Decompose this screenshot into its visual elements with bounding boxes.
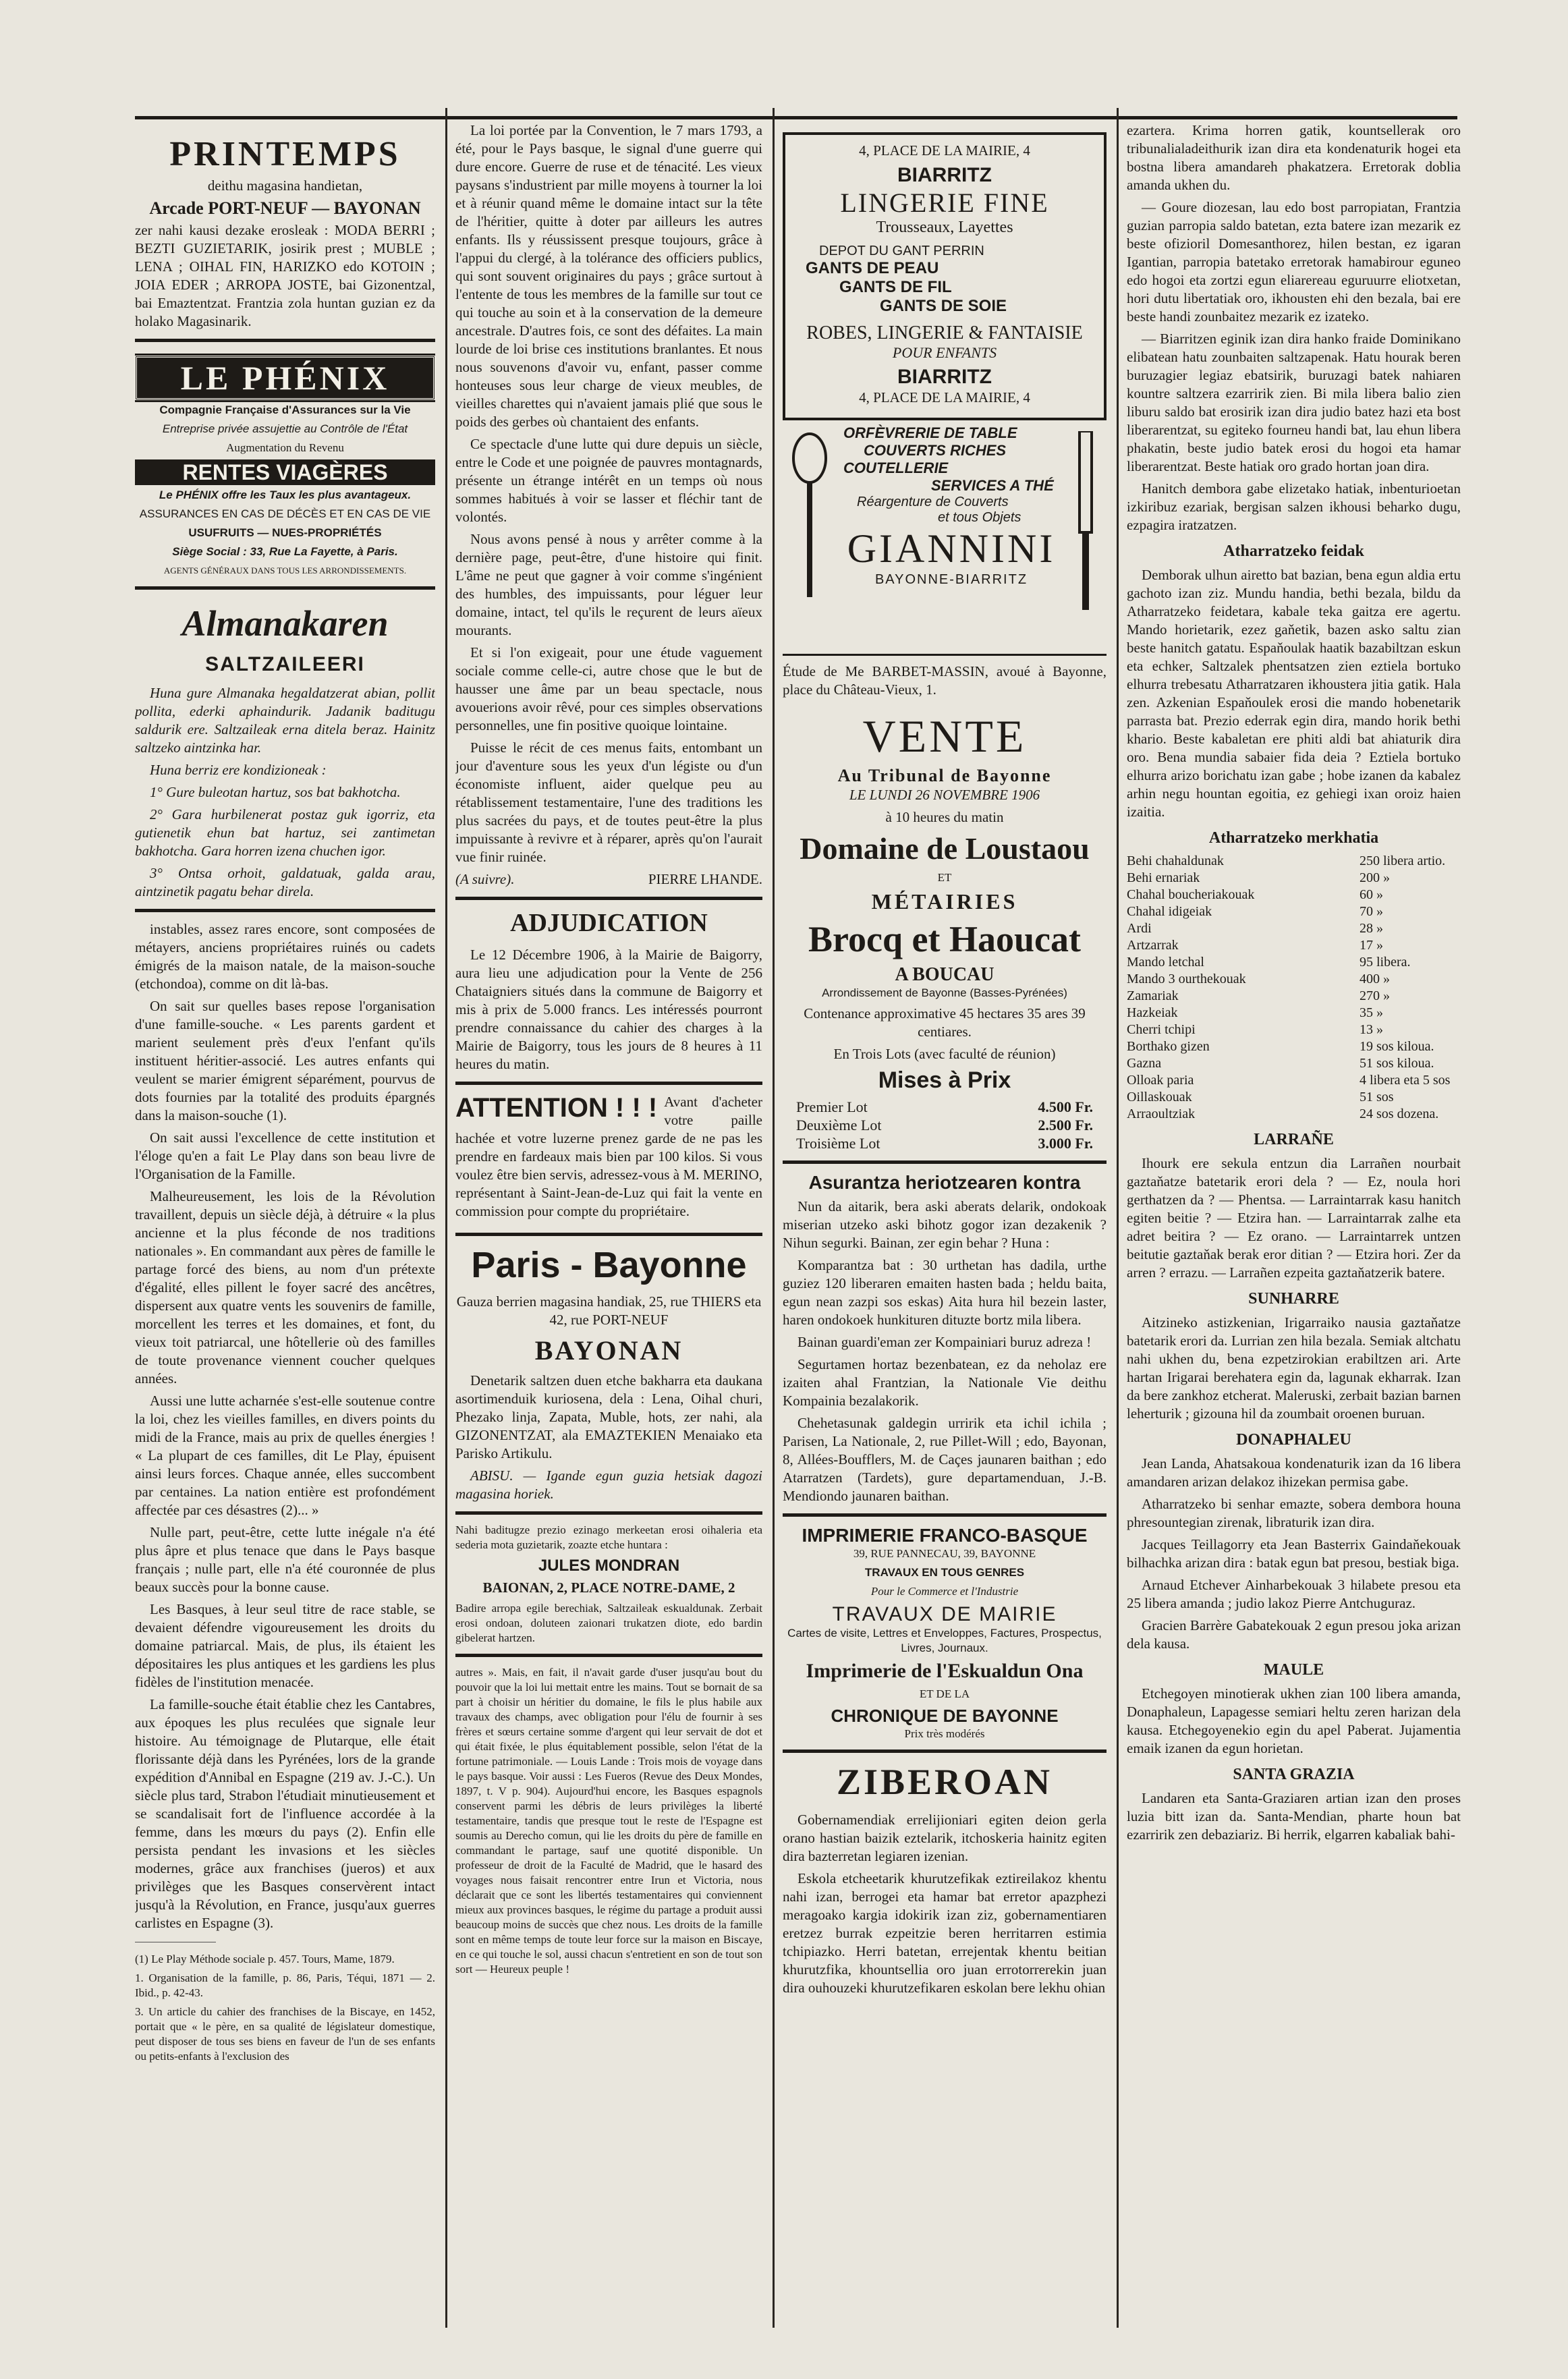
phenix-line: Le PHÉNIX offre les Taux les plus avantageux. — [159, 488, 412, 501]
market-item: Hazkeiak — [1127, 1005, 1178, 1020]
market-price: 95 libera. — [1360, 955, 1411, 970]
imprimerie-line: ET DE LA — [919, 1687, 970, 1700]
newspaper-page — [118, 108, 1464, 2334]
market-row — [1127, 971, 1461, 988]
article-paragraph: La loi portée par la Convention, le 7 mars 1793, a été, pour le Pays basque, le signal d'une guerre qui dure encore. Guerre de ruse et de ténacité. Les vieux paysans s'industrient par mille moyens à tourner la loi et à réunir quand même le domaine intact sur la tête de l'héritier, quitte à doter par ailleurs les autres enfants. Ils y réussissent presque toujours, grâce à l'appui du clergé, à la tolérance des officiers publics, qui sont souvent originaires du pays ; grâce surtout à l'entente de tous les membres de la famille sur tout ce qui touche au soin et à la conservation de la demeure ancestrale. D'autres fois, ce sont des défaites. La main lourde de loi brise ces institutions branlantes. Et nous nous souvenons d'avoir vu, enfant, passer comme honteuses sous leur charge de vieux meubles, de vieilles charettes qui n'avaient jamais plié que sous le poids des gerbes où chantaient des enfants. — [455, 122, 762, 430]
divider — [135, 909, 435, 912]
vente-heure: à 10 heures du matin — [885, 809, 1004, 825]
phenix-line: Compagnie Française d'Assurances sur la Vie — [159, 403, 411, 416]
asurantza-paragraph: Bainan guardi'eman zer Kompainiari buruz adreza ! — [797, 1334, 1092, 1350]
imprimerie-line: 39, RUE PANNECAU, 39, BAYONNE — [853, 1547, 1036, 1560]
knife-icon — [1073, 431, 1100, 613]
suivre: (A suivre). — [455, 871, 515, 887]
ad-line: COUTELLERIE — [843, 459, 949, 476]
market-price-list — [1127, 853, 1461, 1123]
market-item: Chahal idigeiak — [1127, 904, 1212, 919]
paris-bayonne-title: Paris - Bayonne — [471, 1245, 747, 1285]
market-price: 60 » — [1360, 887, 1383, 902]
column-3 — [783, 128, 1107, 2334]
market-price: 13 » — [1360, 1022, 1383, 1037]
market-price: 270 » — [1360, 988, 1390, 1003]
ad-line: ROBES, LINGERIE & FANTAISIE — [806, 323, 1083, 343]
market-price: 250 libera artio. — [1360, 853, 1446, 868]
imprimerie-title: IMPRIMERIE FRANCO-BASQUE — [802, 1525, 1088, 1546]
printemps-title: PRINTEMPS — [169, 135, 401, 173]
imprimerie-line: Prix très modérés — [904, 1727, 985, 1740]
column-divider — [445, 108, 447, 2328]
ad-line: COUVERTS RICHES — [864, 442, 1007, 459]
section-heading: SANTA GRAZIA — [1233, 1766, 1355, 1783]
market-item: Borthako gizen — [1127, 1039, 1210, 1054]
section-heading: MAULE — [1263, 1661, 1324, 1679]
mises-a-prix: Mises à Prix — [878, 1067, 1011, 1093]
lot-label: Troisième Lot — [796, 1135, 880, 1152]
alm-paragraph: Huna berriz ere kondizioneak : — [150, 762, 327, 778]
ad-line: SERVICES A THÉ — [931, 477, 1054, 494]
market-price: 70 » — [1360, 904, 1383, 919]
printemps-subtitle: deithu magasina handietan, — [207, 177, 363, 194]
lot-label: Premier Lot — [796, 1098, 868, 1115]
column-divider — [773, 108, 775, 2328]
article-paragraph: Malheureusement, les lois de la Révolution travaillent, depuis un siècle déjà, à détruire « la plus ancienne et la plus féconde de nos traditions nationales ». En commandant aux pères de famille le partage forcé des biens, au nom d'un prétexte d'égalité, elles pillent le foyer sacré des ancêtres, dispersent aux quatre vents les souvenirs de famille, morcellent les terres et les domaines, et font, du vieux toit patriarcal, une hôtellerie où des familles de toute provenance viennent coucher quelques années. — [135, 1188, 435, 1387]
article-paragraph: Atharratzeko bi senhar emazte, sobera dembora houna phresountegian zirenak, libraturik izan dira. — [1127, 1496, 1461, 1530]
printemps-address: Arcade PORT-NEUF — BAYONAN — [149, 198, 421, 218]
market-row — [1127, 903, 1461, 920]
column-1 — [135, 121, 435, 2334]
adjudication-text: Le 12 Décembre 1906, à la Mairie de Baigorry, aura lieu une adjudication pour la Vente de 256 Chataigniers situés dans la commune de Baigorry et mis à prix de 5.000 francs. Les intéressés pourront prendre connaissance du cahier des charges à la Mairie de Baigorry, tous les jours de 8 heures à 11 heures du matin. — [455, 947, 762, 1072]
boucau: A BOUCAU — [895, 964, 995, 985]
market-row — [1127, 1021, 1461, 1038]
alm-paragraph: 2° Gara hurbilenerat postaz guk igorriz, eta gutienetik ehun bat hartuz, sei zantimetan bakhotcha. Gara horren izena chuchen igor. — [135, 806, 435, 859]
ad-line: GANTS DE FIL — [839, 278, 952, 296]
asurantza-paragraph: Komparantza bat : 30 urthetan has dadila, urthe guziez 120 liberaren emaiten hasten bada ; heldu baita, egun nean zazpi sos eskas) Aita hura hil bezein laster, haren ondokoek hunkituren dituzte bortz mila libera. — [783, 1257, 1107, 1328]
divider — [783, 1513, 1107, 1517]
ad-line: BAYONNE-BIARRITZ — [874, 572, 1028, 587]
section-heading: LARRAÑE — [1254, 1131, 1334, 1148]
market-row — [1127, 954, 1461, 971]
ad-line: LINGERIE FINE — [840, 188, 1049, 218]
mondran-name: JULES MONDRAN — [538, 1557, 680, 1575]
market-item: Chahal boucheriakouak — [1127, 887, 1255, 902]
article-paragraph: ezartera. Krima horren gatik, kountsellerak oro tribunalialadeithurik izan dira eta kondenaturik hogei eta bostna libera amandareh phakatzera. Erretorak doblia amanda ukhen du. — [1127, 122, 1461, 193]
article-paragraph: Puisse le récit de ces menus faits, entombant un jour d'aventure sous les yeux d'un légiste ou d'un économiste influent, aider quelque peu au rétablissement testamentaire, l'une des traditions les plus sacrées du pays, et de toutes peut-être la plus impuissante à revivre et à réparer, après qu'on l'aurait vue finir ruinée. — [455, 739, 762, 865]
adjudication-title: ADJUDICATION — [510, 909, 708, 937]
article-paragraph: Jacques Teillagorry eta Jean Basterrix Gaindaňekouak bilhachka arizan dira : batak egun bat presou, bestiak biga. — [1127, 1536, 1461, 1571]
asurantza-paragraph: Chehetasunak galdegin urririk eta ichil ichila ; Parisen, La Nationale, 2, rue Pillet-Will ; edo, Bayonan, 8, Allées-Boufflers, M. de Caçes jaunaren baithan ; edo Atarratzen (Tardets), gure departamenduan, J.-B. Mendiondo jaunaren baithan. — [783, 1415, 1107, 1504]
ad-line: ORFÈVRERIE DE TABLE — [843, 424, 1017, 441]
article-paragraph: Jean Landa, Ahatsakoua kondenaturik izan da 16 libera amandaren arizan delakoz ihizekan permisa gabe. — [1127, 1455, 1461, 1490]
giannini-ad — [783, 424, 1107, 647]
alm-paragraph: 1° Gure buleotan hartuz, sos bat bakhotcha. — [150, 784, 401, 800]
paris-bayonne-text: Denetarik saltzen duen etche bakharra eta daukana asortimenduik kuriosena, dela : Lena, Oihal churi, Phezako linja, Zapata, Muble, hots, zer nahi, ala GIZONENTZAT, ala EMAZTEKIEN Menaiako eta Parisko Artikulu. — [455, 1372, 762, 1461]
market-price: 200 » — [1360, 870, 1390, 885]
market-item: Olloak paria — [1127, 1073, 1194, 1088]
article-paragraph: Aussi une lutte acharnée s'est-elle soutenue contre la loi, chez les vieilles familles, en divers points du midi de la France, mais au prix de quelles énergies ! « La plupart de ces familles, dit Le Play, épuisent ainsi leurs forces. Chaque année, elles succombent par centaines. La nation entière est profondément affectée par ces désastres (2)... » — [135, 1393, 435, 1518]
divider — [783, 1160, 1107, 1164]
market-row — [1127, 1005, 1461, 1021]
article-paragraph: La famille-souche était établie chez les Cantabres, aux époques les plus reculées que signale leur histoire. Au témoignage de Plutarque, elle était florissante déjà dans les Pyrénées, lors de la grande expédition d'Annibal en Espagne (219 av. J.-C.). Un siècle plus tard, Strabon l'étudiait minutieusement et se scandalisait fort de l'influence accordée à la femme, dans les mœurs du pays (2). Enfin elle persista pendant les invasions et les siècles modernes, grâce aux franchises (jueros) et aux privilèges que les Basques conservèrent intact jusqu'à la Révolution, en France, jusqu'aux guerres carlistes en Espagne (3). — [135, 1696, 435, 1931]
ad-line: POUR ENFANTS — [892, 344, 997, 361]
divider — [135, 586, 435, 590]
metairies: MÉTAIRIES — [871, 889, 1018, 914]
column-2 — [455, 121, 762, 2334]
article-paragraph: On sait sur quelles bases repose l'organisation d'une famille-souche. « Les parents gardent et marient seulement près d'eux l'enfant qu'ils instituent héritier-associé. Les autres enfants qui veulent se marier émigrent séparément, pourvus de dots fournies par la totalité des produits épargnés dans la maison-souche (1). — [135, 998, 435, 1123]
divider — [455, 1511, 762, 1515]
arrondissement: Arrondissement de Bayonne (Basses-Pyrénées) — [822, 986, 1067, 999]
market-item: Artzarrak — [1127, 938, 1179, 953]
market-row — [1127, 853, 1461, 870]
article-paragraph: Nous avons pensé à nous y arrêter comme à la dernière page, peut-être, d'une histoire qui finit. L'âme ne peut que gagner à voir comme s'ingénient des humbles, des impuissants, pour léguer leur domaine, intact, tel qu'ils le reçurent de leurs aïeux mourants. — [455, 531, 762, 638]
phenix-title: LE PHÉNIX — [135, 356, 435, 400]
divider — [455, 1654, 762, 1657]
ad-line: BIARRITZ — [897, 164, 992, 186]
market-item: Arraoultziak — [1127, 1107, 1196, 1121]
imprimerie-line: Cartes de visite, Lettres et Enveloppes, Factures, Prospectus, Livres, Journaux. — [787, 1627, 1102, 1654]
paris-bayonne-sub: Gauza berrien magasina handiak, 25, rue THIERS eta 42, rue PORT-NEUF — [456, 1293, 762, 1328]
mondran-address: BAIONAN, 2, PLACE NOTRE-DAME, 2 — [482, 1579, 735, 1596]
article-paragraph: Arnaud Etchever Ainharbekouak 3 hilabete presou eta 25 libera amanda ; judio lakoz Pierre Antchuguraz. — [1127, 1577, 1461, 1611]
ad-line: 4, PLACE DE LA MAIRIE, 4 — [859, 142, 1030, 159]
imprimerie-line: Imprimerie de l'Eskualdun Ona — [806, 1660, 1084, 1682]
phenix-line: ASSURANCES EN CAS DE DÉCÈS ET EN CAS DE VIE — [139, 507, 431, 520]
market-item: Gazna — [1127, 1056, 1162, 1071]
vente-title: VENTE — [862, 710, 1027, 762]
contenance: Contenance approximative 45 hectares 35 ares 39 centiares. — [804, 1005, 1086, 1040]
market-row — [1127, 1072, 1461, 1089]
article-paragraph: Landaren eta Santa-Graziaren artian izan den proses luzia bitt izan da. Santa-Mendian, pharte houn bat ezarririk zen debaziariz. Bi herrik, elgarren kabaliak bahi- — [1127, 1790, 1461, 1843]
article-paragraph: instables, assez rares encore, sont composées de métayers, anciens propriétaires ruinés ou cadets émigrés de la maison natale, de la maison-souche (etchondoa), comme on dit là-bas. — [135, 921, 435, 992]
spoon-icon — [789, 431, 830, 600]
market-row — [1127, 1106, 1461, 1123]
market-item: Behi ernariak — [1127, 870, 1200, 885]
market-row — [1127, 988, 1461, 1005]
ad-line: GANTS DE SOIE — [880, 297, 1007, 315]
article-paragraph: On sait aussi l'excellence de cette institution et l'éloge qu'en a fait Le Play dans son beau livre de l'Organisation de la Famille. — [135, 1129, 435, 1182]
article-paragraph: Gracien Barrère Gabatekouak 2 egun presou joka arizan dela kausa. — [1127, 1617, 1461, 1652]
article-paragraph: Ihourk ere sekula entzun dia Larrañen nourbait gaztaňatze batetarik erori dela ? — Ez, noula hori gerthatzen da ? — Phentsa. — Larraintarrak kasu hanitch egiten beitie ? — Etzira han. — Larraintarrak zalhe eta adret beitira ? — Ez orano. — Larraintarrek untzen beitutie gaztaňak berak eror ditian ? — Etzira hori. Zer da arren ? errazu. — Larrañen ezpeita gaztaňatzerik batere. — [1127, 1155, 1461, 1281]
ad-line: BIARRITZ — [897, 366, 992, 388]
printemps-body: zer nahi kausi dezake erosleak : MODA BERRI ; BEZTI GUZIETARIK, josirik prest ; MUBLE ; LENA ; OIHAL FIN, HARIZKO edo KOTOIN ; JOIA EDER ; ARROPA JOSTE, bai Gizonentzal, bai Emaztentzat. Frantzia zola huntan guzian ez da holako Magasinarik. — [135, 222, 435, 329]
article-paragraph: Hanitch dembora gabe elizetako hatiak, inbenturioetan izkiribuz ezariak, bergisan salzen ikhousi beharko dugu, ezpagira iratzatzen. — [1127, 480, 1461, 533]
phenix-line: Entreprise privée assujettie au Contrôle de l'État — [162, 422, 408, 435]
lot-row — [783, 1098, 1107, 1116]
lots: En Trois Lots (avec faculté de réunion) — [833, 1046, 1056, 1062]
market-item: Behi chahaldunak — [1127, 853, 1224, 868]
top-rule — [135, 116, 1457, 119]
imprimerie-line: Pour le Commerce et l'Industrie — [870, 1585, 1019, 1598]
alm-paragraph: Huna gure Almanaka hegaldatzerat abian, pollit pollita, ederki aphaindurik. Jadanik baditugu saldurik ere. Saltzaileak erna ditela beraz. Hainitz saltzeko aintzinka har. — [135, 685, 435, 756]
market-row — [1127, 1089, 1461, 1106]
ad-line: et tous Objets — [938, 510, 1021, 525]
imprimerie-line: TRAVAUX EN TOUS GENRES — [864, 1566, 1025, 1579]
abisu: ABISU. — Igande egun guzia hetsiak dagozi magasina horiek. — [455, 1467, 762, 1502]
market-price: 17 » — [1360, 938, 1383, 953]
divider — [455, 897, 762, 900]
divider — [783, 1750, 1107, 1753]
section-heading: Atharratzeko merkhatia — [1208, 829, 1379, 847]
article-paragraph: Ce spectacle d'une lutte qui dure depuis un siècle, entre le Code et une poignée de pauvres montagnards, présente un étrange intérêt en un temps où nous sommes habitués à voir se lasser et fléchir tant de volontés. — [455, 436, 762, 525]
lot-row — [783, 1134, 1107, 1152]
market-item: Ardi — [1127, 921, 1152, 936]
author: PIERRE LHANDE. — [648, 871, 762, 887]
imprimerie-line: CHRONIQUE DE BAYONNE — [831, 1706, 1059, 1726]
bayonan: BAYONAN — [534, 1335, 683, 1366]
market-price: 24 sos dozena. — [1360, 1107, 1439, 1121]
imprimerie-line: TRAVAUX DE MAIRIE — [832, 1603, 1057, 1625]
almanakaren-subtitle: SALTZAILEERI — [205, 653, 365, 675]
lot-value: 3.000 Fr. — [1038, 1135, 1093, 1152]
attention-text: Avant d'acheter votre paille hachée et votre luzerne prenez garde de ne pas les prendre en fardeaux mais bien par 100 kilos. Si vous voulez être bien servis, adressez-vous à M. MERINO, représentant à Saint-Jean-de-Luz qui fait la vente en commission pour compte du propriétaire. — [455, 1094, 762, 1219]
article-paragraph: Les Basques, à leur seul titre de race stable, se devaient défendre vigoureusement les droits du domaine patriarcal. Mais, de plus, ils étaient les dépositaires les plus antiques et les gardiens les plus fidèles de l'institution menacée. — [135, 1601, 435, 1690]
market-row — [1127, 1038, 1461, 1055]
footnote: 3. Un article du cahier des franchises de la Biscaye, en 1452, portait que « le père, en sa qualité de législateur domestique, peut disposer de tous ses biens en faveur de l'un de ses enfants ou petits-enfants à l'exclusion des — [135, 2005, 435, 2063]
lot-row — [783, 1116, 1107, 1134]
market-row — [1127, 1055, 1461, 1072]
divider — [135, 339, 435, 342]
footnote: (1) Le Play Méthode sociale p. 457. Tours, Mame, 1879. — [135, 1953, 395, 1965]
article-paragraph: — Biarritzen eginik izan dira hanko fraide Dominikano elibatean hatu zounbaiten saltzapenak. Hatu hourak beren buruzagier legiaz ebatsirik, buruzagi batek nahiaren kountre saltzera ezarririk zien. Bi mila libera balio zien liburu saldo bat erosirik izan dira judio batez hazi eta bost liberarentzat, su egiteko fourneu handi bat, lau ehun libera phakatin, beste judio batek erosi du hogoi eta hamar liberarentzat. Beste hatiak oro grado hortan joan dira. — [1127, 331, 1461, 474]
ad-line: 4, PLACE DE LA MAIRIE, 4 — [859, 389, 1030, 405]
article-paragraph: Nulle part, peut-être, cette lutte inégale n'a été plus âpre et plus tenace que dans le Pays basque français ; nulle part, elle n'a été couronnée de plus beaux succès pour la bonne cause. — [135, 1524, 435, 1595]
market-price: 28 » — [1360, 921, 1383, 936]
attention-title: ATTENTION ! ! ! — [455, 1093, 658, 1123]
lingerie-ad — [783, 132, 1107, 420]
divider — [455, 1082, 762, 1085]
giannini-name: GIANNINI — [847, 526, 1056, 571]
market-item: Oillaskouak — [1127, 1090, 1192, 1104]
phenix-line: AGENTS GÉNÉRAUX DANS TOUS LES ARRONDISSEMENTS. — [163, 565, 407, 576]
market-item: Mando 3 ourthekouak — [1127, 972, 1246, 986]
asurantza-paragraph: Segurtamen hortaz bezenbatean, ez da neholaz ere izaiten ahal Frantzian, la Nationale Vie deithu Kompainia bezalakorik. — [783, 1356, 1107, 1409]
article-paragraph: Aitzineko astizkenian, Irigarraiko nausia gaztaňatze batetarik erori da. Lurrian zen hila bezala. Semiak altchatu nahi ukhen du, bena ezpetzirokian erabiltzen ari. Arte hartan Irigarai berehatera egin da, lagunak ekharrak. Izan da bere zankhoz etcherat. Maleruski, zerbait bazian barnen leherturik ; gizouna hil da zoumbait oroenen buruan. — [1127, 1314, 1461, 1422]
market-row — [1127, 887, 1461, 903]
market-price: 35 » — [1360, 1005, 1383, 1020]
market-price: 400 » — [1360, 972, 1390, 986]
et: ET — [937, 871, 952, 884]
ziberoan-paragraph: Eskola etcheetarik khurutzefikak eztireilakoz khentu nahi izan, berrogei eta hamar bat erretor apazphezi meragoako kargia idokirik izan ziz, gobernamentiaren eretzez burrak ezpeitzie beren herritarren estimia tchipiazko. Herri batetan, errejentak khentu beitian khurutzfika, khountsellia oro juan errotorrerekin juan dira ouhouzeki khurutzefikaren eskolan bere lekhu ohian — [783, 1870, 1107, 1996]
footnote: 1. Organisation de la famille, p. 86, Paris, Téqui, 1871 — 2. Ibid., p. 42-43. — [135, 1971, 435, 1999]
ziberoan-paragraph: Gobernamendiak errelijioniari egiten deion gerla orano hastian baizik eztelarik, itchoskeria hainitz egiten dira bazterretan legiaren izenian. — [783, 1812, 1107, 1864]
brocq-title: Brocq et Haoucat — [808, 919, 1081, 959]
article-paragraph: Etchegoyen minotierak ukhen zian 100 libera amanda, Donaphaleun, Lapagesse semiari heltu zeren harizan dela kausa. Etchegoyenekio egin du apel Paberat. Jujamentia emaik izanen da egun horietan. — [1127, 1685, 1461, 1756]
phenix-line: USUFRUITS — NUES-PROPRIÉTÉS — [188, 526, 382, 539]
article-paragraph: Et si l'on exigeait, pour une étude vaguement sociale comme celle-ci, autre chose que le but de hausser une âme par un beau spectacle, nous avouerions avoir rêvé, pour ces simples observations personnelles, une fin positive quoique lointaine. — [455, 644, 762, 733]
phenix-line: Siège Social : 33, Rue La Fayette, à Paris. — [172, 545, 398, 558]
divider — [455, 1233, 762, 1236]
asurantza-title: Asurantza heriotzearen kontra — [808, 1172, 1081, 1193]
etude: Étude de Me BARBET-MASSIN, avoué à Bayonne, place du Château-Vieux, 1. — [783, 663, 1107, 698]
market-price: 4 libera eta 5 sos — [1360, 1073, 1451, 1088]
domaine-title: Domaine de Loustaou — [800, 831, 1090, 866]
lot-value: 4.500 Fr. — [1038, 1098, 1093, 1115]
section-heading: SUNHARRE — [1248, 1290, 1339, 1308]
lot-label: Deuxième Lot — [796, 1117, 882, 1133]
phenix-line: Augmentation du Revenu — [226, 441, 344, 454]
ad-line: Trousseaux, Layettes — [876, 219, 1013, 236]
market-price: 51 sos — [1360, 1090, 1394, 1104]
ad-line: DEPOT DU GANT PERRIN — [819, 244, 984, 258]
market-item: Mando letchal — [1127, 955, 1204, 970]
lot-value: 2.500 Fr. — [1038, 1117, 1093, 1133]
tribunal: Au Tribunal de Bayonne — [837, 766, 1052, 785]
alm-paragraph: 3° Ontsa orhoit, galdatuak, galda arau, aintzinetik pagatu behar direla. — [135, 865, 435, 899]
market-price: 51 sos kiloua. — [1360, 1056, 1434, 1071]
market-item: Zamariak — [1127, 988, 1179, 1003]
article-paragraph: Demborak ulhun airetto bat bazian, bena egun aldia ertu gachoto izan ziz. Mundu handia, bethi bezala, bildu da Atharratzeko feidetara, kabale teka gaitza ere agertu. Mando horietarik, ezez gaňetik, bazen asko saltu zian beste hanitch gatatu. Espaňoulak haatik bazabiltzan eskun eta echker, Saltzalek phentsatzen zien eztiela bortuko elhurra trebesatu Atharratzaren ikhoustera jitia gatik. Hala zen. Azkenian Espaňoulek erosi die mando hobenetarik parrasta bat. Prezio ederrak egin dira, mando horik bethi khario. Beste kabaletan ere phiti aldi bat ahiaturik dira oro. Bena mundia sabaier fida deia ? Eztiela bortuko elhurra arizo borichatu izan gabe ; hobe izanen da kabalez arhin negu hountan egoitia, ez gehiegi ixan oroiz haien izaitia. — [1127, 567, 1461, 820]
market-row — [1127, 937, 1461, 954]
ziberoan-title: ZIBEROAN — [836, 1762, 1053, 1802]
column-divider — [1117, 108, 1119, 2328]
section-heading: DONAPHALEU — [1236, 1431, 1351, 1449]
asurantza-paragraph: Nun da aitarik, bera aski aberats delarik, ondokoak miserian utzeko aski bihotz gogor izan dezakenik ? Nihun segurki. Bainan, zer egin behar ? Huna : — [783, 1198, 1107, 1251]
article-paragraph: — Goure diozesan, lau edo bost parropiatan, Frantzia guzian parropia saldo batetan, ezta batere izan mezarik ez beste ofizioril Domesanthorez, hilen bestan, ez igaran Igantian, parropia batetako erretorak hamabirour eguneo edo hogoi eta zortzi egun eliarereau eguruurre eliotxetan, hori dutu libertatiak oro, ikhousten ehi den bezala, bai ere beste handi zounbaitez mezarik ez izateko. — [1127, 199, 1461, 325]
article-continuation: autres ». Mais, en fait, il n'avait garde d'user jusqu'au bout du pouvoir que la loi lui mettait entre les mains. Tout se bornait de sa part à choisir un héritier du domaine, le fils le plus habile aux travaux des champs, avec obligation pour l'élu de fournir à ses frères et sœurs certaine somme d'argent qui leur servait de dot et qui était fixée, le plus équitablement possible, selon l'état de la fortune patrimoniale. — Louis Lande : Trois mois de voyage dans le pays basque. Voir aussi : Les Fueros (Revue des Deux Mondes, 1897, t. V p. 904). Aujourd'hui encore, les Basques espagnols conservent parmi les débris de leurs privilèges la liberté testamentaire, tandis que presque tout le reste de l'Espagne est soumis au Derecho comun, qui lie les droits du père de famille en commandant le partage, sauf une quotité disponible. Un professeur de droit de la Faculté de Madrid, que le hasard des voyages nous faisait rencontrer entre Irun et Victoria, nous déclarait que ce sont les libertés testamentaires qui conviennent mieux aux provinces basques, le régime du partage a produit aussi beaucoup moins de succès que chez nous. Les droits de la famille sont en même temps de toute leur force sur la maison en Biscaye, en ce qui touche le sol, aussi chacun s'entretient en son de tout son sort — Heureux peuple ! — [455, 1666, 762, 1976]
mondran-intro: Nahi baditugze prezio ezinago merkeetan erosi oihaleria eta sederia mota guzietarik, zoazte etche huntara : — [455, 1523, 762, 1551]
column-4 — [1127, 121, 1461, 2334]
section-heading: Atharratzeko feidak — [1223, 542, 1364, 560]
rentes-viageres: RENTES VIAGÈRES — [135, 459, 435, 485]
ad-line: GANTS DE PEAU — [806, 259, 939, 277]
divider — [783, 654, 1107, 656]
almanakaren-title: Almanakaren — [181, 603, 389, 644]
market-row — [1127, 920, 1461, 937]
vente-date: LE LUNDI 26 NOVEMBRE 1906 — [849, 787, 1040, 803]
ad-line: Réargenture de Couverts — [857, 495, 1009, 509]
mondran-text: Badire arropa egile berechiak, Saltzaileak eskualdunak. Zerbait erosi ondoan, doluteen zaionari trukatzen diote, edo bardin gibelerat hartzen. — [455, 1602, 762, 1644]
market-row — [1127, 870, 1461, 887]
market-item: Cherri tchipi — [1127, 1022, 1196, 1037]
market-price: 19 sos kiloua. — [1360, 1039, 1434, 1054]
